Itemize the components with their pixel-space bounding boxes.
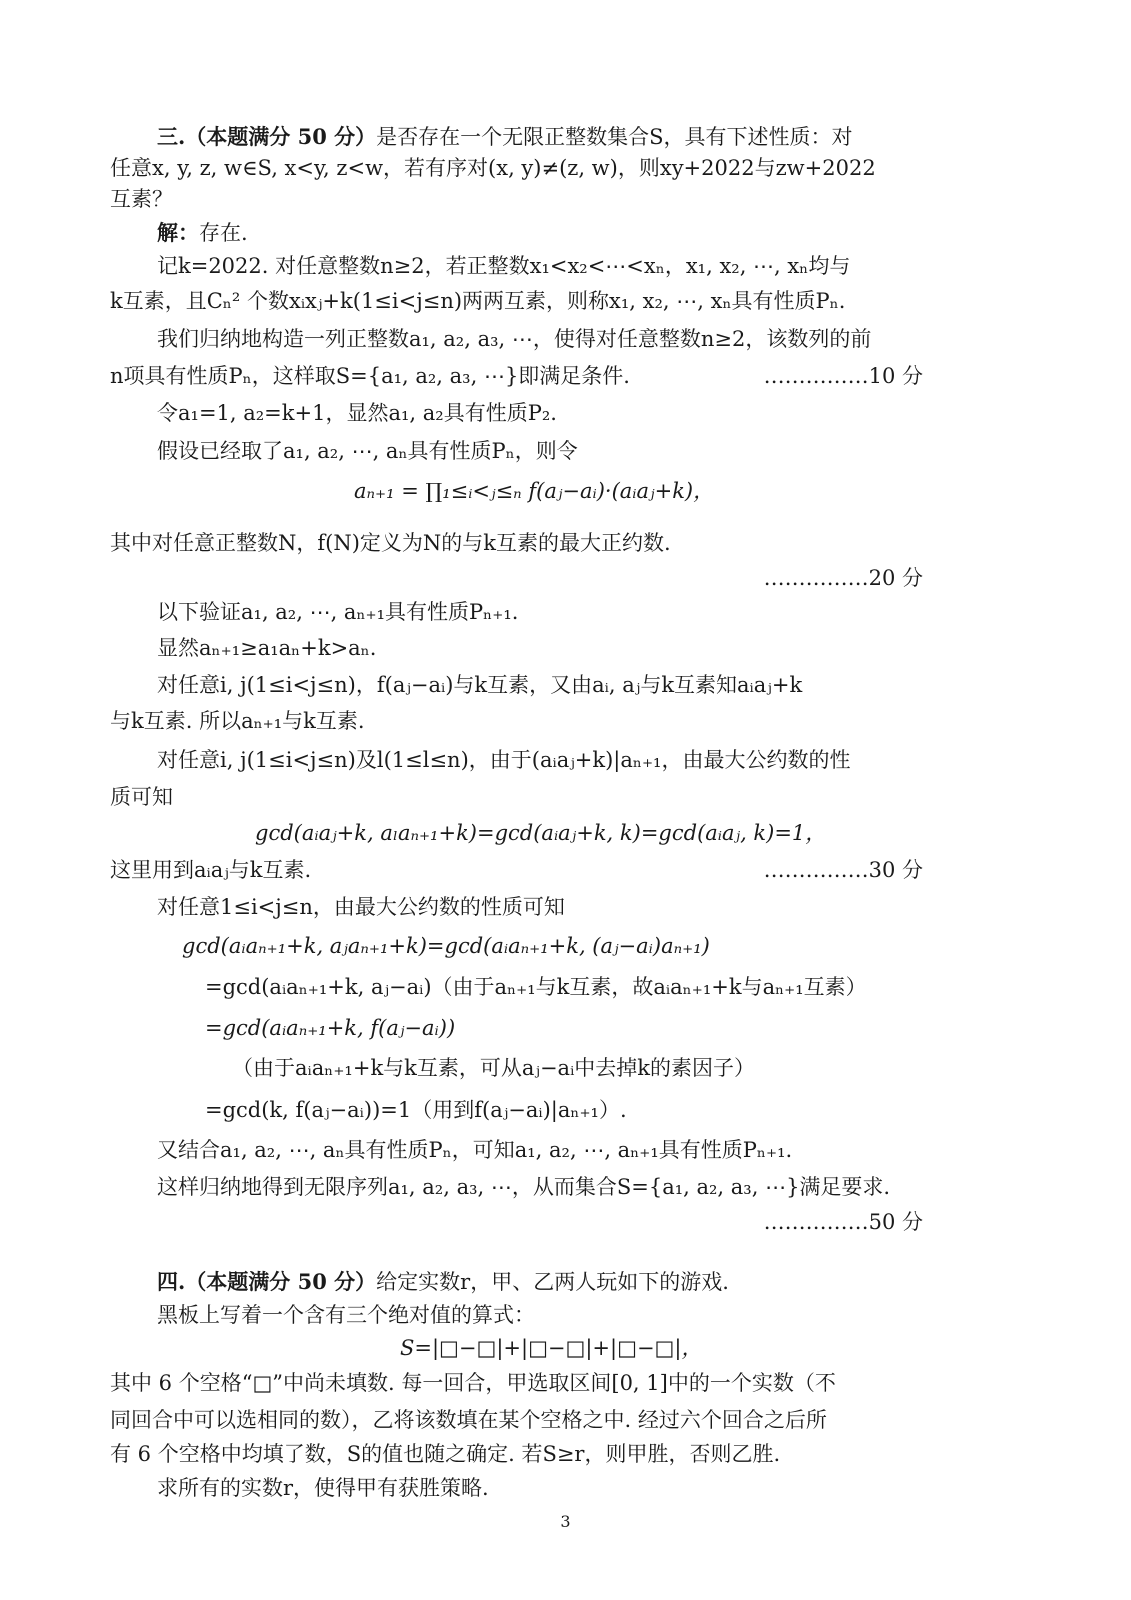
solution-line: 这里用到aᵢaⱼ与k互素. [110, 858, 312, 882]
formula-gcd-4: =gcd(aᵢaₙ₊₁+k, f(aⱼ−aᵢ)) [205, 1016, 456, 1040]
problem-4-line-2: 黑板上写着一个含有三个绝对值的算式： [157, 1303, 535, 1327]
problem-3-line-2: 任意x, y, z, w∈S, x<y, z<w，若有序对(x, y)≠(z, w)，则xy+2022与zw+2022 [110, 156, 876, 180]
score-marker-20: ……………20 分 [763, 566, 923, 590]
solution-line: 又结合a₁, a₂, ⋯, aₙ具有性质Pₙ，可知a₁, a₂, ⋯, aₙ₊₁具有性质Pₙ₊₁. [157, 1138, 793, 1162]
formula-gcd-5: =gcd(k, f(aⱼ−aᵢ))=1（用到f(aⱼ−aᵢ)|aₙ₊₁）. [205, 1098, 627, 1122]
formula-gcd-2: gcd(aᵢaₙ₊₁+k, aⱼaₙ₊₁+k)=gcd(aᵢaₙ₊₁+k, (aⱼ−aᵢ)aₙ₊₁) [182, 934, 710, 958]
solution-line: 以下验证a₁, a₂, ⋯, aₙ₊₁具有性质Pₙ₊₁. [157, 600, 519, 624]
solution-line: n项具有性质Pₙ，这样取S={a₁, a₂, a₃, ⋯}即满足条件. [110, 364, 630, 388]
problem-3-line-3: 互素？ [110, 187, 173, 211]
solution-line: 假设已经取了a₁, a₂, ⋯, aₙ具有性质Pₙ，则令 [157, 439, 578, 463]
solution-line: 显然aₙ₊₁≥a₁aₙ+k>aₙ. [157, 636, 377, 660]
problem-4-line-4: 同回合中可以选相同的数），乙将该数填在某个空格之中. 经过六个回合之后所 [110, 1408, 827, 1432]
problem-4-heading: 四.（本题满分 50 分） [157, 1269, 377, 1294]
solution-line: 对任意1≤i<j≤n，由最大公约数的性质可知 [157, 895, 565, 919]
formula-a-n-plus-1: aₙ₊₁ = ∏₁≤ᵢ<ⱼ≤ₙ f(aⱼ−aᵢ)·(aᵢaⱼ+k)， [354, 479, 715, 503]
formula-gcd-3: =gcd(aᵢaₙ₊₁+k, aⱼ−aᵢ)（由于aₙ₊₁与k互素，故aᵢaₙ₊₁+k与aₙ₊₁互素） [205, 975, 867, 999]
solution-line: 其中对任意正整数N，f(N)定义为N的与k互素的最大正约数. [110, 531, 671, 555]
solution-line: 与k互素. 所以aₙ₊₁与k互素. [110, 709, 365, 733]
problem-4-line-5: 有 6 个空格中均填了数，S的值也随之确定. 若S≥r，则甲胜，否则乙胜. [110, 1442, 781, 1466]
solution-line: 这样归纳地得到无限序列a₁, a₂, a₃, ⋯，从而集合S={a₁, a₂, a₃, ⋯}满足要求. [157, 1175, 891, 1199]
page-number: 3 [560, 1512, 571, 1531]
formula-remark: （由于aᵢaₙ₊₁+k与k互素，可从aⱼ−aᵢ中去掉k的素因子） [232, 1056, 756, 1080]
solution-line: 记k=2022. 对任意整数n≥2，若正整数x₁<x₂<⋯<xₙ，x₁, x₂, ⋯, xₙ均与 [157, 254, 851, 278]
problem-3-heading: 三.（本题满分 50 分） [157, 124, 377, 149]
problem-4-line-6: 求所有的实数r，使得甲有获胜策略. [157, 1476, 489, 1500]
solution-line: 令a₁=1, a₂=k+1，显然a₁, a₂具有性质P₂. [157, 401, 557, 425]
problem-3-line-1: 三.（本题满分 50 分）是否存在一个无限正整数集合S，具有下述性质：对 [157, 124, 853, 149]
solution-intro: 解：存在. [157, 220, 248, 245]
problem-4-line-3: 其中 6 个空格“□”中尚未填数. 每一回合，甲选取区间[0, 1]中的一个实数（不 [110, 1371, 836, 1395]
formula-gcd-1: gcd(aᵢaⱼ+k, aₗaₙ₊₁+k)=gcd(aᵢaⱼ+k, k)=gcd(aᵢaⱼ, k)=1， [255, 821, 827, 845]
solution-line: 对任意i, j(1≤i<j≤n)，f(aⱼ−aᵢ)与k互素，又由aᵢ, aⱼ与k互素知aᵢaⱼ+k [157, 673, 803, 697]
score-marker-30: ……………30 分 [763, 858, 923, 882]
formula-S: S=|□−□|+|□−□|+|□−□|， [400, 1336, 703, 1360]
solution-line: 质可知 [110, 785, 173, 809]
solution-line: k互素，且Cₙ² 个数xᵢxⱼ+k(1≤i<j≤n)两两互素，则称x₁, x₂, ⋯, xₙ具有性质Pₙ. [110, 289, 846, 313]
solution-line: 我们归纳地构造一列正整数a₁, a₂, a₃, ⋯，使得对任意整数n≥2，该数列的前 [157, 327, 872, 351]
score-marker-50: ……………50 分 [763, 1210, 923, 1234]
problem-4-line-1: 四.（本题满分 50 分）给定实数r，甲、乙两人玩如下的游戏. [157, 1269, 729, 1294]
solution-line: 对任意i, j(1≤i<j≤n)及l(1≤l≤n)，由于(aᵢaⱼ+k)|aₙ₊₁，由最大公约数的性 [157, 748, 851, 772]
score-marker-10: ……………10 分 [763, 364, 923, 388]
